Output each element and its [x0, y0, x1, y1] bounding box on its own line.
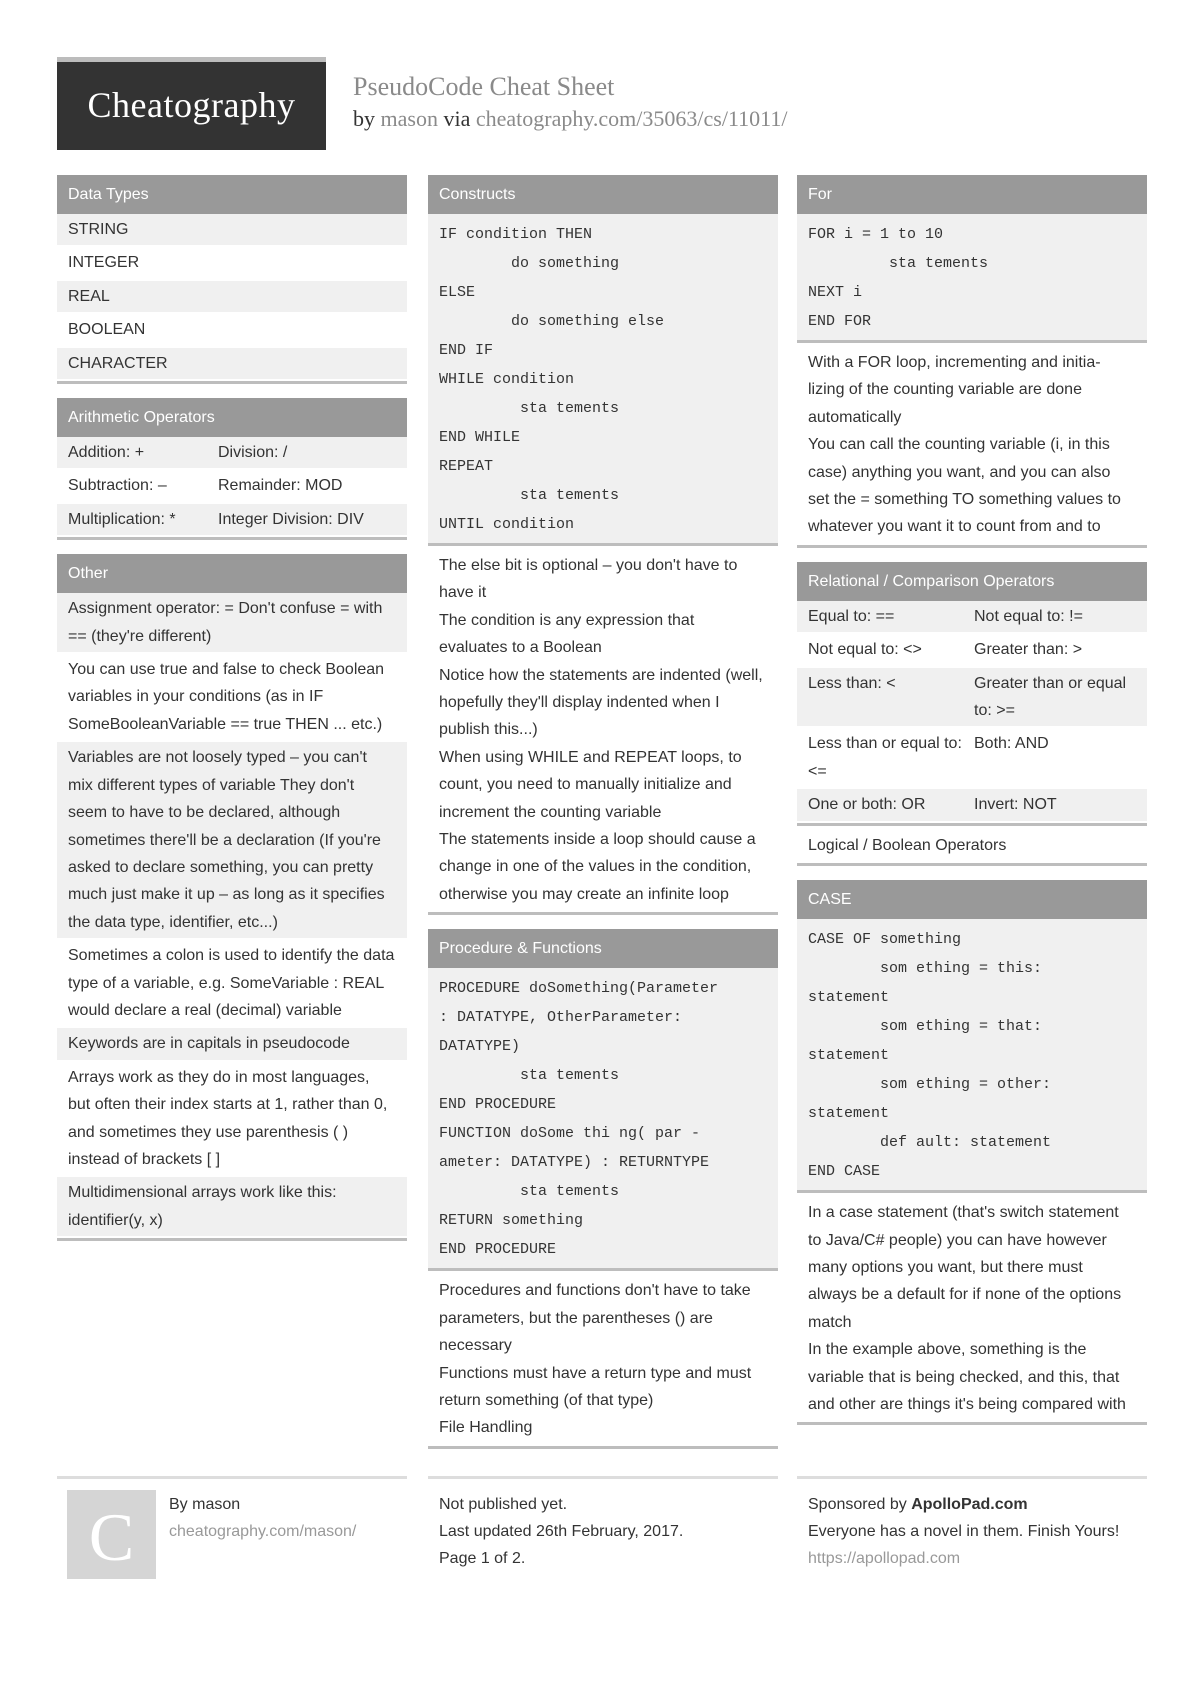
- constructs-code: IF condition THEN do something ELSE do something else END IF WHILE condition sta tements END WHILE REPEAT sta tements UNTIL condition: [428, 214, 778, 546]
- sponsor-text: Everyone has a novel in them. Finish Yours!: [808, 1523, 1120, 1540]
- arithmetic-block: [57, 398, 407, 540]
- table-cell: Multiplication: *: [68, 510, 176, 528]
- footer-author-text: [169, 1491, 356, 1545]
- other-header: Other: [57, 554, 407, 593]
- byline-by: by: [353, 106, 375, 131]
- note: Functions must have a return type and must return something (of that type): [439, 1364, 752, 1409]
- table-cell: Both: AND: [974, 735, 1049, 753]
- sponsor-prefix: Sponsored by: [808, 1496, 907, 1513]
- author-link[interactable]: mason: [380, 106, 438, 131]
- for-code: FOR i = 1 to 10 sta tements NEXT i END FOR: [797, 214, 1147, 343]
- list-item: CHARACTER: [57, 348, 407, 381]
- byline-via: via: [443, 106, 471, 131]
- list-item: Arrays work as they do in most languages, but often their index starts at 1, rather than 0, and sometimes they use parenthesis ( ) instead of brackets [ ]: [57, 1062, 407, 1178]
- data-types-block: [57, 175, 407, 384]
- table-cell: Less than: <: [808, 674, 896, 692]
- avatar-letter: C: [88, 1499, 135, 1575]
- footer-status: [428, 1476, 778, 1567]
- arithmetic-header: Arithmetic Operators: [57, 398, 407, 437]
- logo-text: Cheatography: [87, 85, 296, 125]
- sponsor-url[interactable]: https://apollopad.com: [808, 1550, 961, 1567]
- column-1: [57, 175, 407, 1255]
- sheet-url-link[interactable]: cheatography.com/35063/cs/11011/: [475, 106, 788, 131]
- note: In the example above, something is the variable that is being checked, and this, that and other are things it's being compared with: [808, 1341, 1126, 1413]
- table-cell: Equal to: ==: [808, 607, 895, 625]
- column-3: [797, 175, 1147, 1439]
- list-item: STRING: [57, 214, 407, 247]
- table-cell: Invert: NOT: [974, 796, 1057, 814]
- note: When using WHILE and REPEAT loops, to count, you need to manually initialize and increment the counting variable: [439, 748, 742, 821]
- procedures-notes: [428, 1271, 778, 1445]
- footer-by-label: By: [169, 1496, 188, 1513]
- list-item: Variables are not loosely typed – you can't mix different types of variable They don't seem to have to be declared, although sometimes there'll be a declaration (If you're asked to declare something, you can pretty much just make it up – as long as it specifies the data type, identifier, etc...): [57, 742, 407, 940]
- case-header: CASE: [797, 880, 1147, 919]
- published-status: Not published yet.: [439, 1496, 568, 1513]
- note: With a FOR loop, incrementing and initia-lizing of the counting variable are done automatically: [808, 354, 1101, 426]
- for-block: [797, 175, 1147, 548]
- last-updated: Last updated 26th February, 2017.: [439, 1523, 684, 1540]
- table-cell: Integer Division: DIV: [218, 510, 364, 528]
- cheatography-logo[interactable]: [57, 57, 326, 150]
- note: The else bit is optional – you don't have to have it: [439, 557, 738, 602]
- data-types-header: Data Types: [57, 175, 407, 214]
- relational-block: [797, 562, 1147, 826]
- table-row: [797, 634, 1147, 667]
- table-row: [797, 668, 1147, 729]
- for-header: For: [797, 175, 1147, 214]
- case-notes: [797, 1193, 1147, 1422]
- table-row: [57, 437, 407, 470]
- procedures-block: [428, 929, 778, 1448]
- footer-author: [57, 1476, 407, 1575]
- footer-author-url[interactable]: cheatography.com/mason/: [169, 1523, 357, 1540]
- table-cell: Greater than: >: [974, 641, 1083, 659]
- list-item: REAL: [57, 281, 407, 314]
- sponsor-link[interactable]: ApolloPad.com: [911, 1496, 1028, 1513]
- column-2: [428, 175, 778, 1463]
- list-item: INTEGER: [57, 247, 407, 280]
- other-block: [57, 554, 407, 1241]
- page-title: PseudoCode Cheat Sheet: [353, 72, 615, 101]
- procedures-header: Procedure & Functions: [428, 929, 778, 968]
- note: Notice how the statements are indented (well, hopefully they'll display indented when I publish this...): [439, 666, 763, 739]
- table-row: [57, 504, 407, 537]
- constructs-notes: [428, 546, 778, 912]
- page-number: Page 1 of 2.: [439, 1550, 526, 1567]
- byline: [353, 106, 787, 132]
- procedures-code: PROCEDURE doSomething(Parameter : DATATYPE, OtherParameter: DATATYPE) sta tements END PROCEDURE FUNCTION doSome thi ng( par - ameter: DATATYPE) : RETURNTYPE sta tements RETURN something END PROCEDURE: [428, 968, 778, 1271]
- table-row: [797, 728, 1147, 789]
- table-cell: Greater than or equal to: >=: [974, 674, 1127, 720]
- note: File Handling: [439, 1419, 533, 1437]
- table-row: [57, 470, 407, 503]
- table-cell: Remainder: MOD: [218, 477, 343, 495]
- table-cell: Subtraction: –: [68, 477, 167, 495]
- footer-status-text: [439, 1491, 769, 1572]
- case-code: CASE OF something som ething = this: statement som ething = that: statement som ething = other: statement def ault: statement END CASE: [797, 919, 1147, 1193]
- note: You can call the counting variable (i, in this case) anything you want, and you can also set the = something TO something values to whatever you want it to count from and to: [808, 436, 1121, 536]
- for-notes: [797, 343, 1147, 545]
- logical-block: [797, 828, 1147, 866]
- table-cell: Addition: +: [68, 444, 145, 462]
- table-cell: Not equal to: <>: [808, 641, 922, 659]
- note: The condition is any expression that evaluates to a Boolean: [439, 611, 695, 657]
- table-cell: Division: /: [218, 444, 288, 462]
- list-item: Sometimes a colon is used to identify the data type of a variable, e.g. SomeVariable : REAL would declare a real (decimal) variable: [57, 940, 407, 1028]
- list-item: You can use true and false to check Boolean variables in your conditions (as in IF SomeBooleanVariable == true THEN ... etc.): [57, 654, 407, 742]
- case-block: [797, 880, 1147, 1425]
- list-item: Keywords are in capitals in pseudocode: [57, 1028, 407, 1061]
- constructs-header: Constructs: [428, 175, 778, 214]
- footer-author-link[interactable]: mason: [192, 1496, 241, 1513]
- table-cell: Less than or equal to: <=: [808, 735, 962, 780]
- list-item: Multidimensional arrays work like this: identifier(y, x): [57, 1177, 407, 1238]
- table-cell: Not equal to: !=: [974, 607, 1083, 625]
- note: Procedures and functions don't have to take parameters, but the parentheses () are necessary: [439, 1282, 751, 1355]
- constructs-block: [428, 175, 778, 915]
- logical-operators-label: Logical / Boolean Operators: [808, 836, 1007, 854]
- list-item: Assignment operator: = Don't confuse = with == (they're different): [57, 593, 407, 654]
- note: In a case statement (that's switch statement to Java/C# people) you can have however many options you want, but there must always be a default for if none of the options match: [808, 1204, 1122, 1331]
- note: The statements inside a loop should cause a change in one of the values in the condition, otherwise you may create an infinite loop: [439, 831, 756, 903]
- table-cell: One or both: OR: [808, 796, 926, 814]
- table-row: [797, 601, 1147, 634]
- footer-sponsor-text: [808, 1491, 1138, 1572]
- table-row: [797, 789, 1147, 822]
- list-item: BOOLEAN: [57, 314, 407, 347]
- relational-header: Relational / Comparison Operators: [797, 562, 1147, 601]
- avatar[interactable]: [67, 1490, 156, 1579]
- footer-sponsor: [797, 1476, 1147, 1567]
